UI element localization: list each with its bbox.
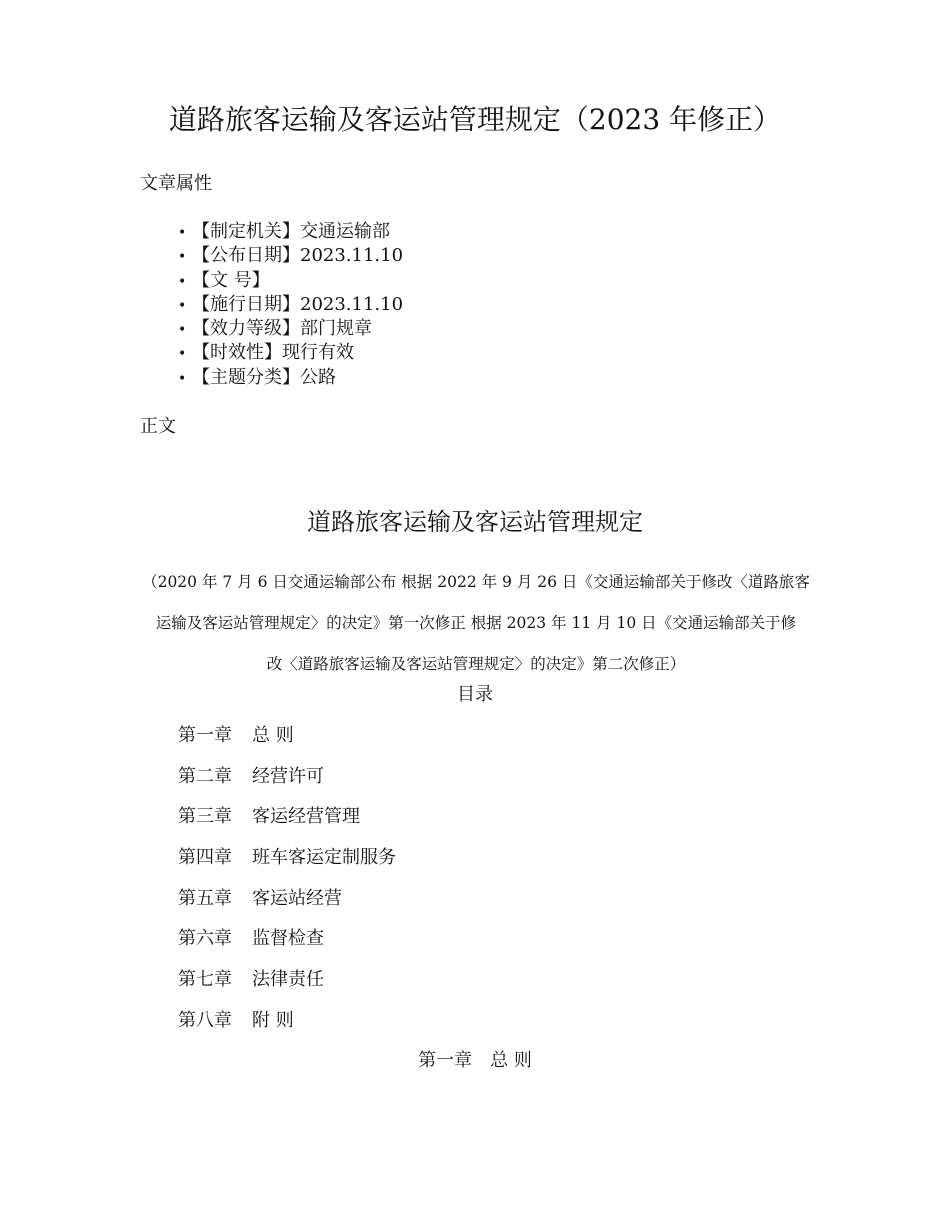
law-title: 道路旅客运输及客运站管理规定 [307,508,643,536]
attribute-item [178,220,403,244]
attribute-text: 【公布日期】2023.11.10 [192,245,404,267]
toc-title: 目录 [457,684,493,705]
toc-chapter-number: 第一章 [178,725,232,746]
toc-item[interactable] [178,968,396,1009]
attribute-text: 【施行日期】2023.11.10 [192,293,404,315]
attribute-text: 【时效性】现行有效 [192,342,354,364]
toc-chapter-title: 监督检查 [252,928,324,950]
toc-chapter-title: 客运经营管理 [252,806,360,828]
toc-chapter-title: 客运站经营 [252,887,342,909]
attributes-list [178,220,403,390]
toc-chapter-number: 第六章 [178,928,232,950]
attribute-item [178,293,403,317]
preamble-line: 运输及客运站管理规定〉的决定》第一次修正 根据 2023 年 11 月 10 日《交通运输部关于修 [155,614,797,632]
toc-chapter-title: 班车客运定制服务 [252,847,396,869]
toc-chapter-number: 第二章 [178,765,232,787]
bullet-icon: • [178,249,187,266]
attribute-item [178,317,403,341]
toc-chapter-title: 附 则 [252,1009,294,1031]
document-title: 道路旅客运输及客运站管理规定（2023 年修正） [168,103,782,136]
toc-item[interactable] [178,724,396,765]
attribute-item [178,366,403,390]
preamble [140,562,812,685]
attribute-item [178,269,403,293]
bullet-icon: • [178,370,187,387]
table-of-contents [178,724,396,1050]
toc-item[interactable] [178,1009,396,1050]
attribute-item [178,244,403,268]
toc-chapter-number: 第四章 [178,847,232,869]
bullet-icon: • [178,346,187,363]
bullet-icon: • [178,225,187,241]
attribute-text: 【文 号】 [192,269,270,291]
attribute-item [178,341,403,365]
attribute-text: 【制定机关】交通运输部 [192,221,390,242]
body-label: 正文 [140,416,176,437]
preamble-line: 改〈道路旅客运输及客运站管理规定〉的决定》第二次修正） [266,655,686,673]
bullet-icon: • [178,297,187,314]
toc-chapter-title: 经营许可 [252,765,324,787]
attribute-text: 【主题分类】公路 [192,366,336,388]
preamble-line: （2020 年 7 月 6 日交通运输部公布 根据 2022 年 9 月 26 日《交通运输部关于修改〈道路旅客 [142,573,810,591]
toc-item[interactable] [178,846,396,887]
toc-chapter-number: 第七章 [178,969,232,991]
toc-chapter-title: 法律责任 [252,969,324,991]
toc-item[interactable] [178,887,396,928]
attributes-label: 文章属性 [140,173,212,194]
toc-chapter-number: 第五章 [178,887,232,909]
toc-item[interactable] [178,765,396,806]
attribute-text: 【效力等级】部门规章 [192,318,372,340]
toc-chapter-title: 总 则 [252,725,294,746]
toc-chapter-number: 第八章 [178,1009,232,1031]
bullet-icon: • [178,322,187,339]
bullet-icon: • [178,273,187,290]
toc-item[interactable] [178,927,396,968]
toc-item[interactable] [178,805,396,846]
chapter-heading: 第一章 总 则 [418,1050,532,1071]
toc-chapter-number: 第三章 [178,806,232,828]
